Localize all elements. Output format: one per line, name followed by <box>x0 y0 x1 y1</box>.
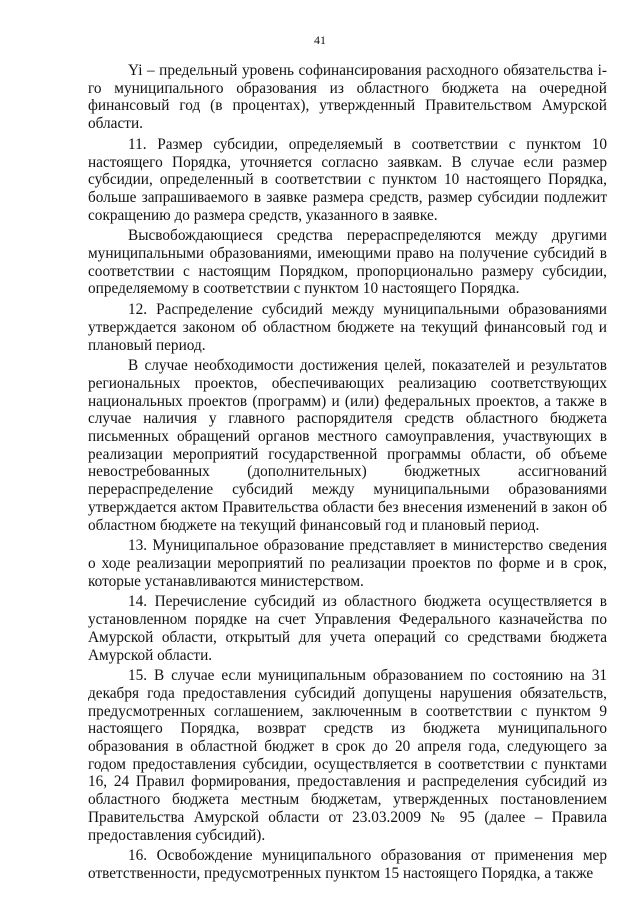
paragraph-14: 14. Перечисление субсидий из областного бюджета осуществляется в установленном порядке на счет Управления Федерального казначейства по Амурской области, открытый для учета операций со средствами бюджета Амурской области. <box>88 593 607 664</box>
paragraph-redistribution: Высвобождающиеся средства перераспределяются между другими муниципальными образованиями, имеющими право на получение субсидий в соответствии с настоящим Порядком, пропорционально размеру субсидии, определяемому в соответствии с пунктом 10 настоящего Порядка. <box>88 227 607 298</box>
paragraph-16: 16. Освобождение муниципального образования от применения мер ответственности, предусмотренных пунктом 15 настоящего Порядка, а также <box>88 847 607 882</box>
page-number: 41 <box>314 33 326 47</box>
paragraph-12: 12. Распределение субсидий между муниципальными образованиями утверждается законом об областном бюджете на текущий финансовый год и плановый период. <box>88 301 607 354</box>
paragraph-regional-projects: В случае необходимости достижения целей, показателей и результатов региональных проектов, обеспечивающих реализацию соответствующих национальных проектов (программ) и (или) федеральных проектов, а также в случае наличия у главного распорядителя средств областного бюджета письменных обращений органов местного самоуправления, участвующих в реализации мероприятий государственной программы области, об объеме невостребованных (дополнительных) бюджетных ассигнований перераспределение субсидий между муниципальными образованиями утверждается актом Правительства области без внесения изменений в закон об областном бюджете на текущий финансовый год и плановый период. <box>88 357 607 534</box>
paragraph-15: 15. В случае если муниципальным образованием по состоянию на 31 декабря года предоставления субсидий допущены нарушения обязательств, предусмотренных соглашением, заключенным в соответствии с пунктом 9 настоящего Порядка, возврат средств из бюджета муниципального образования в областной бюджет в срок до 20 апреля года, следующего за годом предоставления субсидии, осуществляется в соответствии с пунктами 16, 24 Правил формирования, предоставления и распределения субсидий из областного бюджета местным бюджетам, утвержденных постановлением Правительства Амурской области от 23.03.2009 № 95 (далее – Правила предоставления субсидий). <box>88 667 607 844</box>
document-body <box>88 62 607 886</box>
paragraph-11: 11. Размер субсидии, определяемый в соответствии с пунктом 10 настоящего Порядка, уточняется согласно заявкам. В случае если размер субсидии, определенный в соответствии с пунктом 10 настоящего Порядка, больше запрашиваемого в заявке размера средств, размер субсидии подлежит сокращению до размера средств, указанного в заявке. <box>88 135 607 224</box>
paragraph-13: 13. Муниципальное образование представляет в министерство сведения о ходе реализации мероприятий по реализации проектов по форме и в срок, которые устанавливаются министерством. <box>88 537 607 590</box>
paragraph-yi-definition: Yi – предельный уровень софинансирования расходного обязательства i-го муниципального образования из областного бюджета на очередной финансовый год (в процентах), утвержденный Правительством Амурской области. <box>88 62 607 133</box>
